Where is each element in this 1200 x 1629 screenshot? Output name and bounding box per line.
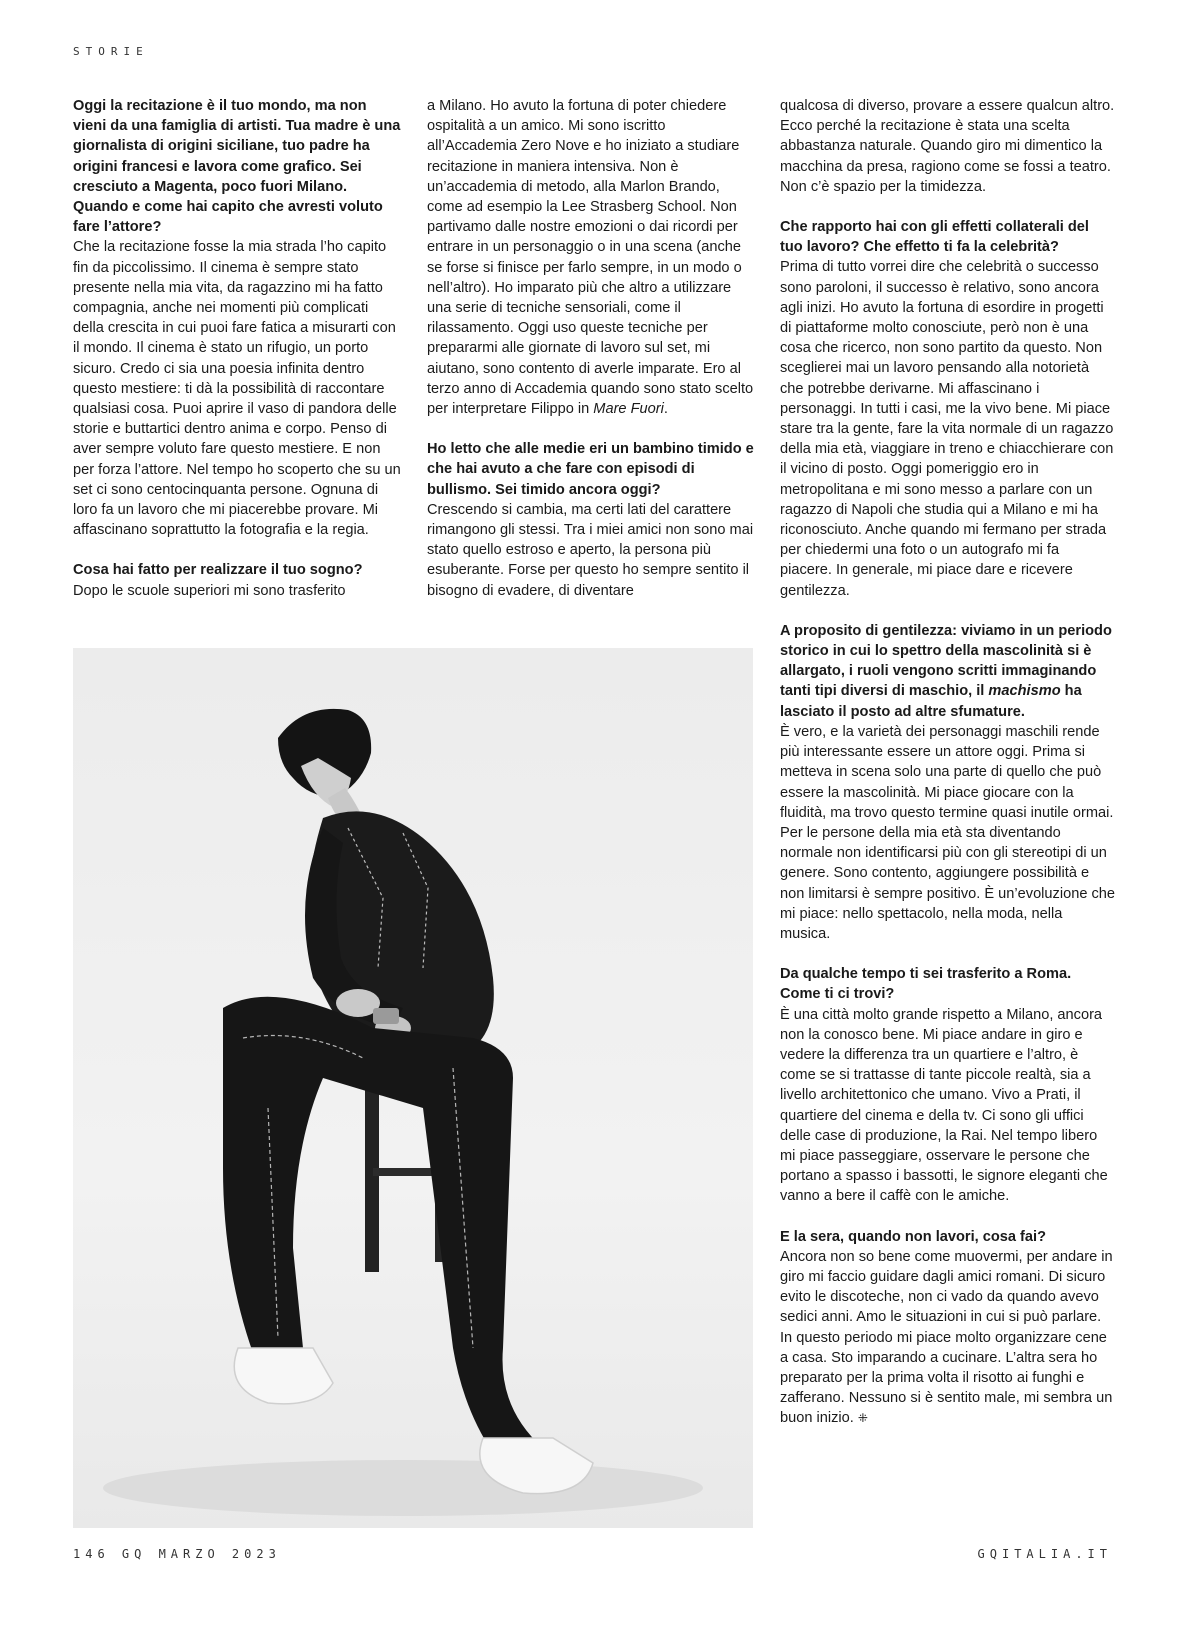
- column-2: [427, 96, 757, 621]
- show-title: Mare Fuori: [593, 401, 664, 418]
- question-1: Oggi la recitazione è il tuo mondo, ma non vieni da una famiglia di artisti. Tua madre è una giornalista di origini siciliane, tuo padre ha origini francesi e lavora come grafico. Sei cresciuto a Magenta, poco fuori Milano. Quando e come hai capito che avresti voluto fare l’attore?: [73, 98, 401, 236]
- question-7: E la sera, quando non lavori, cosa fai?: [780, 1228, 1047, 1245]
- question-3: Ho letto che alle medie eri un bambino timido e che hai avuto a che fare con episodi di bullismo. Sei timido ancora oggi?: [427, 441, 754, 498]
- answer-5: È vero, e la varietà dei personaggi maschili rende più interessante essere un attore oggi. Prima si metteva in scena solo una parte di quello che può essere la mascolinità. Mi piace giocare con la fluidità, ma trovo questo termine quasi inutile ormai. Per le persone della mia età sta diventando normale non identificarsi più con gli stereotipi di un genere. Sono contento, aggiungere possibilità e non limitarsi è sempre positivo. È un’evoluzione che mi piace: nello spettacolo, nella moda, nella musica.: [780, 723, 1116, 942]
- question-5-start: A proposito di gentilezza: viviamo in un periodo storico in cui lo spettro della mascolinità si è allargato, i ruoli vengono scritti immaginando tanti tipi diversi di maschio, il: [780, 622, 1112, 700]
- question-5: [780, 621, 1115, 722]
- end-mark-icon: ⁜: [857, 1411, 868, 1426]
- answer-7: [780, 1247, 1115, 1429]
- answer-3-start: Crescendo si cambia, ma certi lati del carattere rimangono gli stessi. Tra i miei amici non sono mai stato quello estroso e aperto, la persona più esuberante. Forse per questo ho sempre sentito il bisogno di evadere, di diventare: [427, 501, 754, 599]
- question-2: Cosa hai fatto per realizzare il tuo sogno?: [73, 562, 363, 579]
- answer-6: È una città molto grande rispetto a Milano, ancora non la conosco bene. Mi piace andare in giro e vedere la differenza tra un quartiere e l’altro, è come se si trattasse di tante piccole realtà, sia a livello architettonico che umano. Vivo a Prati, il quartiere del cinema e della tv. Ci sono gli uffici delle case di produzione, la Rai. Nel tempo libero mi piace passeggiare, osservare le persone che portano a spasso i bassotti, le signore eleganti che vanno a bere il caffè con le amiche.: [780, 1006, 1108, 1205]
- footer-website: GQITALIA.IT: [977, 1547, 1112, 1561]
- section-label: STORIE: [73, 45, 149, 58]
- question-4: Che rapporto hai con gli effetti collaterali del tuo lavoro? Che effetto ti fa la celebrità?: [780, 219, 1089, 256]
- column-3: [780, 96, 1115, 1449]
- answer-2-start: Dopo le scuole superiori mi sono trasferito: [73, 582, 346, 599]
- footer-page-info: 146 GQ MARZO 2023: [73, 1547, 281, 1561]
- answer-2-continued: a Milano. Ho avuto la fortuna di poter chiedere ospitalità a un amico. Mi sono iscritto all’Accademia Zero Nove e ho iniziato a studiare recitazione in maniera intensiva. Non è un’accademia di metodo, alla Marlon Brando, come ad esempio la Lee Strasberg School. Non partivamo dalle nostre emozioni o dai ricordi per entrare in un personaggio o in una scena (anche se forse si finisce per farlo sempre, in un modo o nell’altro). Ho imparato più che altro a utilizzare una serie di tecniche sensoriali, come il rilassamento. Oggi uso queste tecniche per prepararmi alle giornate di lavoro sul set, mi aiutano, sono contento di averle imparate. Ero al terzo anno di Accademia quando sono stato scelto per interpretare Filippo in: [427, 98, 754, 418]
- question-5-italic: machismo: [988, 683, 1061, 700]
- answer-7-text: Ancora non so bene come muovermi, per andare in giro mi faccio guidare dagli amici romani. Di sicuro evito le discoteche, non ci vado da quando avevo sedici anni. Amo le situazioni in cui si può parlare. In questo periodo mi piace molto organizzare cene a casa. Sto imparando a cucinare. L’altra sera ho preparato per la prima volta il risotto ai funghi e zafferano. Nessuno si è sentito male, mi sembra un buon inizio.: [780, 1248, 1113, 1427]
- column-1: [73, 96, 403, 621]
- answer-2-end: .: [663, 401, 668, 418]
- question-6: Da qualche tempo ti sei trasferito a Roma. Come ti ci trovi?: [780, 966, 1072, 1003]
- answer-1: Che la recitazione fosse la mia strada l’ho capito fin da piccolissimo. Il cinema è sempre stato presente nella mia vita, da ragazzino mi ha fatto compagnia, anche nei momenti più complicati della crescita in cui puoi fare fatica a misurarti con il mondo. Il cinema è stato un rifugio, un porto sicuro. Credo ci sia una poesia infinita dentro questo mestiere: ti dà la possibilità di raccontare qualsiasi cosa. Puoi aprire il vaso di pandora delle storie e buttartici dentro anima e corpo. Penso di aver sempre voluto fare questo mestiere. E non per forza l’attore. Nel tempo ho scoperto che su un set ci sono centocinquanta persone. Ognuna di loro fa un lavoro che mi piacerebbe provare. Mi affascinano soprattutto la fotografia e la regia.: [73, 239, 401, 539]
- portrait-illustration: [73, 648, 753, 1528]
- answer-3-continued: qualcosa di diverso, provare a essere qualcun altro. Ecco perché la recitazione è stata una scelta abbastanza naturale. Quando giro mi dimentico la macchina da presa, ragiono come se fossi a teatro. Non c’è spazio per la timidezza.: [780, 98, 1115, 195]
- portrait-photo: [73, 648, 753, 1528]
- answer-4: Prima di tutto vorrei dire che celebrità o successo sono paroloni, il successo è relativo, sono ancora agli inizi. Ho avuto la fortuna di esordire in progetti di piattaforme molto conosciute, però non è una cosa che ricerco, non sono partito da questo. Non sceglierei mai un lavoro pensando alla notorietà che potrebbe derivarne. Mi affascinano i personaggi. In tutti i casi, me la vivo bene. Mi piace stare tra la gente, fare la vita normale di un ragazzo della mia età, viaggiare in treno e chiacchierare con il vicino di posto. Oggi pomeriggio ero in metropolitana e mi sono messo a parlare con un ragazzo di Napoli che studia qui a Milano e mi ha riconosciuto. Anche quando mi fermano per strada per chiedermi una foto o un autografo mi fa piacere. In generale, mi piace dare e ricevere gentilezza.: [780, 259, 1114, 599]
- question-5-end: ha lasciato il posto ad altre sfumature.: [780, 683, 1082, 720]
